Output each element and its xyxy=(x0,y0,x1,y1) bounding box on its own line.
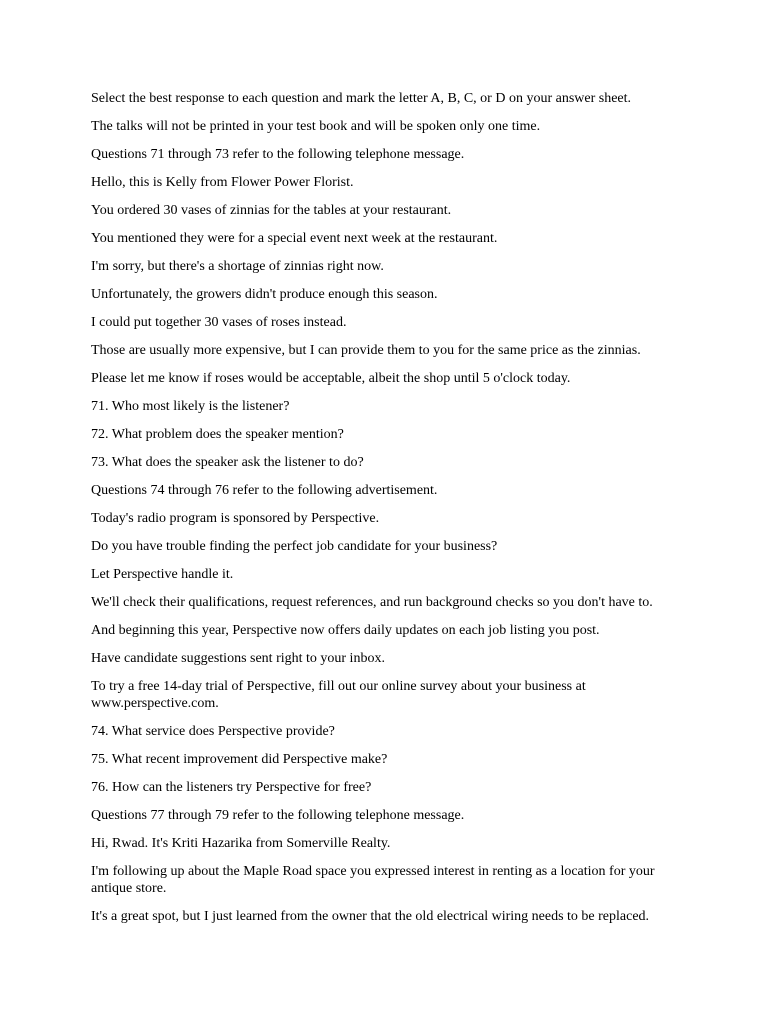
transcript-line: It's a great spot, but I just learned from the owner that the old electrical wiring needs to be replaced. xyxy=(91,909,650,924)
transcript-line: Please let me know if roses would be acceptable, albeit the shop until 5 o'clock today. xyxy=(91,371,571,386)
transcript-line: I could put together 30 vases of roses instead. xyxy=(91,315,347,330)
question-72: 72. What problem does the speaker mention? xyxy=(91,427,344,442)
transcript-line: You ordered 30 vases of zinnias for the tables at your restaurant. xyxy=(91,203,452,218)
questions-71-73-heading: Questions 71 through 73 refer to the following telephone message. xyxy=(91,147,465,162)
document-body xyxy=(91,90,663,936)
transcript-line: Hi, Rwad. It's Kriti Hazarika from Somerville Realty. xyxy=(91,836,391,851)
transcript-line: You mentioned they were for a special event next week at the restaurant. xyxy=(91,231,498,246)
question-73: 73. What does the speaker ask the listener to do? xyxy=(91,455,364,470)
question-76: 76. How can the listeners try Perspective for free? xyxy=(91,780,372,795)
transcript-line: Those are usually more expensive, but I can provide them to you for the same price as the zinnias. xyxy=(91,343,641,358)
question-74: 74. What service does Perspective provide? xyxy=(91,724,335,739)
transcript-line: We'll check their qualifications, request references, and run background checks so you don't have to. xyxy=(91,595,653,610)
question-75: 75. What recent improvement did Perspective make? xyxy=(91,752,388,767)
question-71: 71. Who most likely is the listener? xyxy=(91,399,290,414)
instruction-spoken-once: The talks will not be printed in your test book and will be spoken only one time. xyxy=(91,119,541,134)
questions-74-76-heading: Questions 74 through 76 refer to the following advertisement. xyxy=(91,483,438,498)
transcript-line: Today's radio program is sponsored by Perspective. xyxy=(91,511,380,526)
questions-77-79-heading: Questions 77 through 79 refer to the following telephone message. xyxy=(91,808,465,823)
transcript-line: Do you have trouble finding the perfect job candidate for your business? xyxy=(91,539,498,554)
transcript-line: I'm following up about the Maple Road space you expressed interest in renting as a location for your antique store. xyxy=(91,864,655,896)
transcript-line: Have candidate suggestions sent right to your inbox. xyxy=(91,651,385,666)
transcript-line: Let Perspective handle it. xyxy=(91,567,234,582)
transcript-line: Unfortunately, the growers didn't produce enough this season. xyxy=(91,287,438,302)
transcript-line: I'm sorry, but there's a shortage of zinnias right now. xyxy=(91,259,384,274)
transcript-line: Hello, this is Kelly from Flower Power Florist. xyxy=(91,175,354,190)
instruction-answer-sheet: Select the best response to each question and mark the letter A, B, C, or D on your answer sheet. xyxy=(91,91,632,106)
transcript-line: To try a free 14-day trial of Perspective, fill out our online survey about your business at www.perspective.com. xyxy=(91,679,586,711)
transcript-line: And beginning this year, Perspective now offers daily updates on each job listing you post. xyxy=(91,623,600,638)
